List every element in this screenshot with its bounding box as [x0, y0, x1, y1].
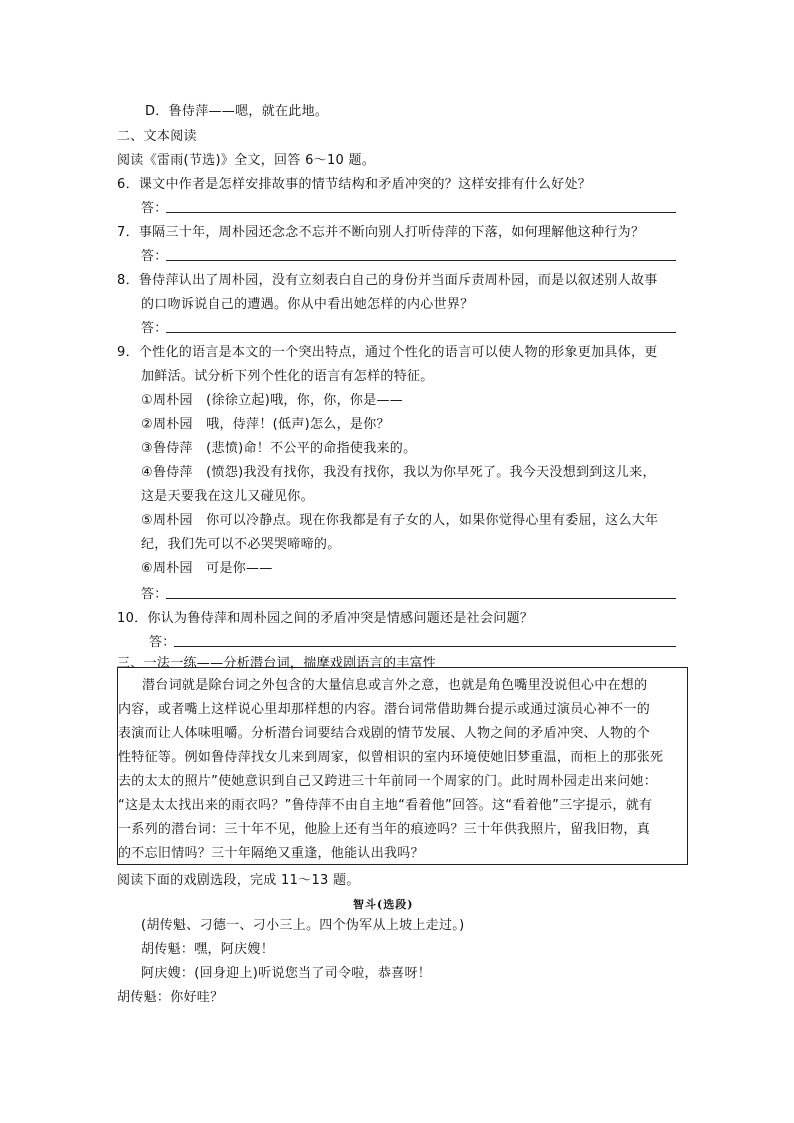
box-line-7: 一系列的潜台词：三十年不见，他脸上还有当年的痕迹吗？三十年供我照片，留我旧物，真	[118, 822, 651, 837]
option-d: D．鲁侍萍——嗯，就在此地。	[145, 104, 329, 119]
box-line-2: 内容，或者嘴上这样说心里却那样想的内容。潜台词常借助舞台提示或通过演员心神不一的	[118, 702, 651, 717]
box-line-6: “这是太太找出来的雨衣吗？”鲁侍萍不由自主地“看着他”回答。这“看着他”三字提示，就有	[118, 798, 653, 813]
answer-label-9: 答：	[141, 587, 168, 602]
script-line-2: 阿庆嫂：(回身迎上)听说您当了司令啦，恭喜呀！	[141, 966, 432, 981]
answer-label-6: 答：	[141, 201, 168, 216]
answer-line-6[interactable]	[166, 212, 676, 213]
question-10: 10．你认为鲁侍萍和周朴园之间的矛盾冲突是情感问题还是社会问题？	[117, 611, 534, 626]
question-8-line-2: 的口吻诉说自己的遭遇。你从中看出她怎样的内心世界？	[141, 297, 474, 312]
question-9-line-2: 加鲜活。试分析下列个性化的语言有怎样的特征。	[141, 369, 434, 384]
reading-prompt: 阅读《雷雨(节选)》全文，回答 6～10 题。	[117, 153, 376, 168]
question-6: 6．课文中作者是怎样安排故事的情节结构和矛盾冲突的？这样安排有什么好处？	[117, 177, 592, 192]
dialogue-4-line-1: ④鲁侍萍 (愤怨)我没有找你，我没有找你，我以为你早死了。我今天没想到到这儿来，	[141, 465, 656, 480]
box-line-1: 潜台词就是除台词之外包含的大量信息或言外之意，也就是角色嘴里没说但心中在想的	[142, 678, 648, 693]
answer-line-9[interactable]	[166, 598, 676, 599]
box-line-8: 的不忘旧情吗？三十年隔绝又重逢，他能认出我吗？	[118, 846, 424, 861]
section-heading-3: 三、一法一练——分析潜台词，揣摩戏剧语言的丰富性	[117, 656, 437, 671]
box-line-4: 性特征等。例如鲁侍萍找女儿来到周家，似曾相识的室内环境使她旧梦重温，而柜上的那张死	[118, 750, 664, 765]
answer-label-10: 答：	[149, 635, 176, 650]
section-heading-2: 二、文本阅读	[117, 129, 197, 144]
answer-line-7[interactable]	[166, 260, 676, 261]
dialogue-5-line-1: ⑤周朴园 你可以冷静点。现在你我都是有子女的人，如果你觉得心里有委屈，这么大年	[141, 513, 659, 528]
dialogue-5-line-2: 纪，我们先可以不必哭哭啼啼的。	[141, 537, 341, 552]
answer-line-8[interactable]	[166, 332, 676, 333]
reading-prompt-2: 阅读下面的戏剧选段，完成 11～13 题。	[117, 873, 360, 888]
dialogue-3: ③鲁侍萍 (悲愤)命！不公平的命指使我来的。	[141, 441, 417, 456]
answer-line-10[interactable]	[174, 646, 676, 647]
answer-label-8: 答：	[141, 321, 168, 336]
dialogue-6: ⑥周朴园 可是你——	[141, 561, 273, 576]
dialogue-4-line-2: 这是天要我在这儿又碰见你。	[141, 489, 314, 504]
play-excerpt-title: 智斗(选段)	[353, 898, 414, 911]
stage-direction: (胡传魁、刁德一、刁小三上。四个伪军从上坡上走过。)	[141, 918, 465, 933]
script-line-3: 胡传魁：你好哇？	[117, 990, 224, 1005]
answer-label-7: 答：	[141, 249, 168, 264]
question-9-line-1: 9．个性化的语言是本文的一个突出特点，通过个性化的语言可以使人物的形象更加具体，更	[117, 345, 658, 360]
question-7: 7．事隔三十年，周朴园还念念不忘并不断向别人打听侍萍的下落，如何理解他这种行为？	[117, 225, 645, 240]
dialogue-2: ②周朴园 哦，侍萍！(低声)怎么，是你？	[141, 417, 390, 432]
script-line-1: 胡传魁：嘿，阿庆嫂！	[141, 942, 275, 957]
box-line-3: 表演而让人体味咀嚼。分析潜台词要结合戏剧的情节发展、人物之间的矛盾冲突、人物的个	[118, 726, 651, 741]
box-line-5: 去的太太的照片”使她意识到自己又跨进三十年前同一个周家的门。此时周朴园走出来问她：	[118, 774, 658, 789]
question-8-line-1: 8．鲁侍萍认出了周朴园，没有立刻表白自己的身份并当面斥责周朴园，而是以叙述别人故事	[117, 273, 658, 288]
dialogue-1: ①周朴园 (徐徐立起)哦，你，你，你是——	[141, 393, 404, 408]
subtext-explanation-box	[117, 667, 688, 865]
